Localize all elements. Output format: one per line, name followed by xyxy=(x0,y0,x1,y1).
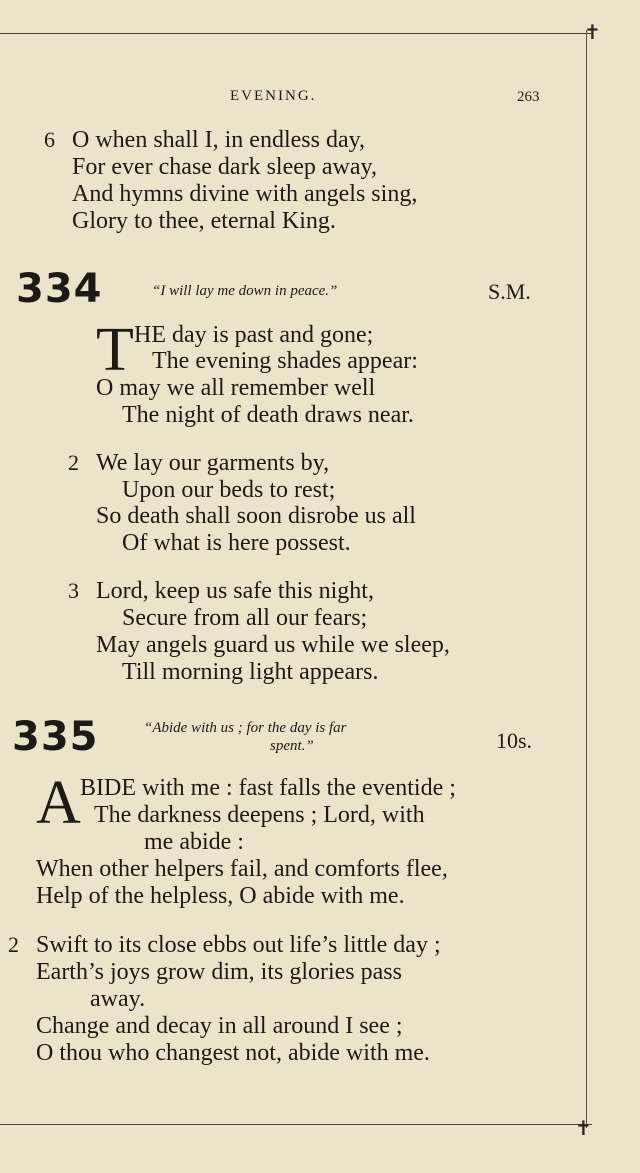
hymn-number: 335 xyxy=(12,714,99,760)
verse-line: Lord, keep us safe this night, xyxy=(96,578,374,604)
page-number: 263 xyxy=(517,89,540,105)
verse-number: 6 xyxy=(44,127,55,152)
hymn-epigraph: spent.” xyxy=(270,738,314,754)
verse-line: The night of death draws near. xyxy=(122,402,414,428)
verse-line: So death shall soon disrobe us all xyxy=(96,503,416,529)
hymn-number: 334 xyxy=(16,266,103,312)
verse-line: O may we all remember well xyxy=(96,375,376,401)
verse-line: O when shall I, in endless day, xyxy=(72,127,366,153)
verse-line: O thou who changest not, abide with me. xyxy=(36,1040,430,1066)
drop-cap: A xyxy=(36,769,81,837)
verse-line: May angels guard us while we sleep, xyxy=(96,632,450,658)
verse-line: For ever chase dark sleep away, xyxy=(72,154,377,180)
hymn-epigraph: “Abide with us ; for the day is far xyxy=(144,720,347,736)
top-cross-ornament-icon: ✝ xyxy=(584,20,601,44)
top-border-rule xyxy=(0,33,592,34)
verse-line: Upon our beds to rest; xyxy=(122,477,336,503)
verse-line: Change and decay in all around I see ; xyxy=(36,1013,403,1039)
verse-line: BIDE with me : fast falls the eventide ; xyxy=(80,775,456,801)
drop-cap: T xyxy=(96,316,134,384)
verse-line: away. xyxy=(90,986,146,1012)
right-border-rule xyxy=(586,30,587,1128)
verse-line: Earth’s joys grow dim, its glories pass xyxy=(36,959,402,985)
verse-line: The evening shades appear: xyxy=(152,348,418,374)
verse-number: 2 xyxy=(8,932,19,957)
verse-line: Swift to its close ebbs out life’s little day ; xyxy=(36,932,441,958)
hymn-epigraph: “I will lay me down in peace.” xyxy=(152,283,338,299)
verse-line: The darkness deepens ; Lord, with xyxy=(94,802,425,828)
hymn-meter: S.M. xyxy=(488,279,531,304)
verse-line: me abide : xyxy=(144,829,244,855)
verse-number: 2 xyxy=(68,450,79,475)
verse-line: Glory to thee, eternal King. xyxy=(72,208,336,234)
verse-line: We lay our garments by, xyxy=(96,450,330,476)
verse-line: HE day is past and gone; xyxy=(134,322,374,348)
bottom-border-rule xyxy=(0,1124,592,1125)
verse-line: When other helpers fail, and comforts flee, xyxy=(36,856,448,882)
verse-line: And hymns divine with angels sing, xyxy=(72,181,418,207)
bottom-cross-ornament-icon: ✝ xyxy=(575,1116,592,1140)
hymn-meter: 10s. xyxy=(496,728,533,753)
verse-line: Secure from all our fears; xyxy=(122,605,368,631)
verse-line: Help of the helpless, O abide with me. xyxy=(36,883,405,909)
verse-line: Till morning light appears. xyxy=(122,659,379,685)
verse-line: Of what is here possest. xyxy=(122,530,351,556)
running-header: EVENING. xyxy=(230,88,317,104)
verse-number: 3 xyxy=(68,578,79,603)
